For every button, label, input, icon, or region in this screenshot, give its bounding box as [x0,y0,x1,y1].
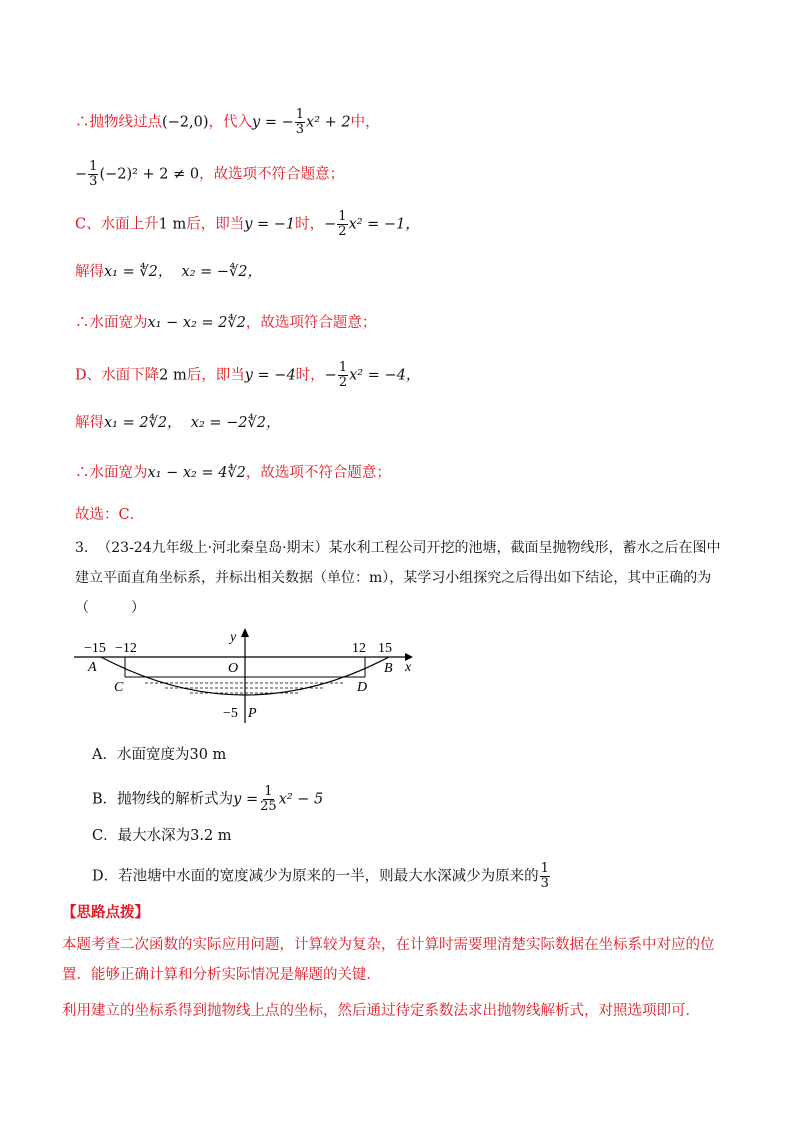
solution-line-4 [75,262,262,282]
line6-text2: 后，即当 [186,367,245,384]
line5-suffix: ，故选项符合题意； [245,315,377,331]
line6-val: 2 m [159,367,187,384]
question-text-3: （ ） [75,600,145,616]
option-B-math-right: x² − 5 [278,791,324,808]
line1-eq-left: y = − [252,114,294,131]
hint-title-text: 【思路点拨】 [62,904,149,921]
frac-num: 1 [295,107,305,122]
line1-point: (−2,0) [162,114,209,131]
frac-den: 25 [260,799,277,814]
line1-suffix: 中， [350,114,380,131]
label-D: D [357,680,368,695]
label-A: A [88,660,97,675]
label-O: O [228,661,239,676]
question-line-3 [75,598,145,618]
line6-eq: y = −4 [244,367,296,384]
frac-den: 2 [338,375,348,390]
frac-num: 1 [264,784,273,799]
hint-title [62,903,742,923]
solution-line-8 [75,463,391,483]
line7-x1: x₁ = 2∜2， [104,415,182,431]
line1-eq-right: x² + 2 [306,114,351,131]
line8-suffix: ，故选项不符合题意； [245,465,391,481]
frac-den: 2 [338,224,347,239]
line5-text: ∴水面宽为 [75,315,148,331]
solution-line-2 [75,160,344,189]
line4-x1: x₁ = ∜2， [104,264,173,280]
line3-frac-prefix: − [324,216,337,233]
question-number: 3. [75,540,89,556]
line1-fraction [295,108,305,137]
question-line-2 [75,568,711,588]
option-C [92,826,232,846]
line6-text3: 时， [295,367,325,384]
question-line-1 [75,538,721,558]
frac-num: 1 [89,159,98,174]
hint-paragraph-2 [62,996,742,1026]
option-B-math-left: y = [233,791,259,808]
hint-p1-text: 本题考查二次函数的实际应用问题，计算较为复杂，在计算时需要理清楚实际数据在坐标系中对应的位置．能够正确计算和分析实际情况是解题的关键． [62,937,715,983]
label-15: 15 [378,641,392,656]
line3-expr: x² = −1， [348,216,420,233]
option-C-math: 3.2 m [190,828,232,844]
option-D [92,862,551,891]
solution-line-5 [75,313,376,333]
line4-text: 解得 [75,264,104,280]
option-A-text: A．水面宽度为 [92,747,190,763]
line8-expr: x₁ − x₂ = 4∜2 [147,465,246,481]
line2-fraction [88,160,98,189]
question-text-1: （23-24九年级上·河北秦皇岛·期末）某水利工程公司开挖的池塘，截面呈抛物线形，蓄水之后在图中 [97,540,721,556]
frac-den: 3 [89,174,98,189]
line1-prefix: ∴抛物线过点 [75,114,162,131]
line4-x2: x₂ = −∜2， [181,264,263,280]
line8-text: ∴水面宽为 [75,465,148,481]
line6-text1: D、水面下降 [75,367,160,384]
label-P: P [248,706,257,721]
line3-text3: 时， [295,216,325,233]
solution-line-3 [75,210,420,239]
option-B-text: B．抛物线的解析式为 [92,791,234,808]
label-minus5: −5 [223,706,238,721]
solution-line-1 [75,108,380,137]
question-text-2: 建立平面直角坐标系，并标出相关数据（单位：m），某学习小组探究之后得出如下结论，其中正确的为 [75,570,712,586]
line6-frac-prefix: − [324,367,337,384]
option-C-text: C．最大水深为 [92,828,191,844]
line7-x2: x₂ = −2∜2， [190,415,281,431]
line2-expr: (−2)² + 2 ≠ 0 [99,166,200,183]
frac-den: 3 [540,876,549,891]
option-D-text: D．若池塘中水面的宽度减少为原来的一半，则最大水深减少为原来的 [92,868,539,885]
hint-p2-text: 利用建立的坐标系得到抛物线上点的坐标，然后通过待定系数法求出抛物线解析式，对照选项即可． [62,1003,700,1019]
label-C: C [114,680,124,695]
solution-line-9 [75,505,144,525]
frac-den: 3 [295,122,305,137]
option-D-fraction [540,862,550,891]
line3-text2: 后，即当 [186,216,245,233]
option-A-math: 30 m [189,747,227,763]
solution-line-7 [75,413,280,433]
line5-expr: x₁ − x₂ = 2∜2 [147,315,246,331]
y-axis-arrow [241,628,249,637]
label-minus12: −12 [115,641,137,656]
line2-frac-prefix: − [75,166,88,183]
label-12: 12 [352,641,366,656]
frac-num: 1 [540,861,549,876]
line3-eq: y = −1 [244,216,296,233]
line1-mid: ，代入 [208,114,253,131]
parabola-figure [60,625,430,725]
line7-text: 解得 [75,415,104,431]
label-minus15: −15 [84,641,106,656]
label-x: x [405,660,412,675]
line6-expr: x² = −4， [349,367,421,384]
option-B-fraction [259,785,278,814]
line6-fraction [338,361,348,390]
label-B: B [384,661,393,676]
option-B [92,785,323,814]
line3-val: 1 m [158,216,187,233]
line3-fraction [337,210,347,239]
frac-num: 1 [338,360,348,375]
frac-num: 1 [338,209,347,224]
line3-text1: C、水面上升 [75,216,159,233]
label-y: y [230,630,237,645]
hint-paragraph-1 [62,930,742,990]
answer-text: 故选：C． [75,507,145,523]
option-A [92,745,226,765]
line2-suffix: ，故选项不符合题意； [199,166,345,183]
solution-line-6 [75,361,420,390]
